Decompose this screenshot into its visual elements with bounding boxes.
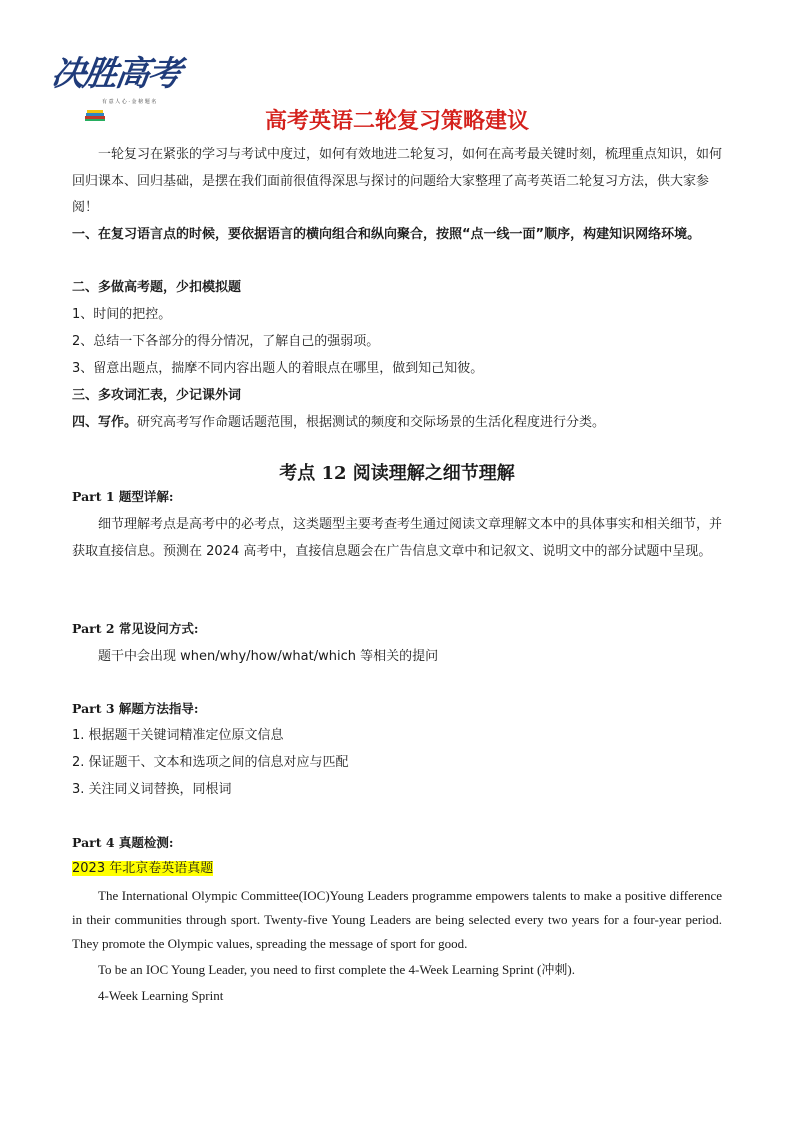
part-4-heading: Part 4 真题检测: — [72, 835, 174, 850]
passage-subheading: 4-Week Learning Sprint — [98, 988, 224, 1003]
logo-brand: 决胜高考 — [48, 54, 183, 94]
point-4-head: 四、写作。 — [72, 415, 138, 430]
point-2: 二、多做高考题，少扣模拟题 — [72, 280, 242, 295]
point-2-item-3: 3、留意出题点，揣摩不同内容出题人的着眼点在哪里，做到知己知彼。 — [72, 361, 484, 376]
section-title: 考点 12 阅读理解之细节理解 — [279, 463, 515, 484]
point-4-body: 研究高考写作命题话题范围，根据测试的频度和交际场景的生活化程度进行分类。 — [137, 415, 606, 430]
part-3-heading: Part 3 解题方法指导: — [72, 701, 199, 716]
point-4 — [72, 410, 722, 437]
point-3: 三、多攻词汇表，少记课外词 — [72, 388, 242, 403]
part-1-body: 细节理解考点是高考中的必考点，这类题型主要考查考生通过阅读文章理解文本中的具体事实和相关细节，并获取直接信息。预测在 2024 高考中，直接信息题会在广告信息文章中和记叙文、说明文中的部分试题中呈现。 — [72, 517, 723, 559]
part-2-body: 题干中会出现 when/why/how/what/which 等相关的提问 — [98, 649, 439, 664]
passage-paragraph-2: To be an IOC Young Leader, you need to first complete the 4-Week Learning Sprint (冲刺). — [98, 962, 575, 977]
passage-paragraph-1: The International Olympic Committee(IOC)Young Leaders programme empowers talents to make a positive difference in their communities through sport. Twenty-five Young Leaders are being selected every two years for a four-year period. They promote the Olympic values, spreading the message of sport for good. — [72, 888, 722, 951]
intro-paragraph: 一轮复习在紧张的学习与考试中度过，如何有效地进二轮复习，如何在高考最关键时刻，梳理重点知识，如何回归课本、回归基础，是摆在我们面前很值得深思与探讨的问题给大家整理了高考英语二轮复习方法，供大家参阅！ — [72, 147, 723, 215]
part-3-item-1: 1. 根据题干关键词精准定位原文信息 — [72, 728, 284, 743]
point-1: 一、在复习语言点的时候，要依据语言的横向组合和纵向聚合，按照“点一线一面”顺序，构建知识网络环境。 — [72, 227, 701, 242]
exam-label-highlight: 2023 年北京卷英语真题 — [72, 861, 214, 876]
point-2-item-2: 2、总结一下各部分的得分情况，了解自己的强弱项。 — [72, 334, 380, 349]
exam-label — [72, 856, 722, 883]
part-3-item-3: 3. 关注同义词替换，同根词 — [72, 782, 232, 797]
part-1-heading: Part 1 题型详解: — [72, 489, 174, 504]
part-2-heading: Part 2 常见设问方式: — [72, 621, 199, 636]
part-3-item-2: 2. 保证题干、文本和选项之间的信息对应与匹配 — [72, 755, 349, 770]
page-title: 高考英语二轮复习策略建议 — [264, 109, 529, 134]
logo-tagline: 有 意 人 心 · 金 榜 题 名 — [102, 99, 157, 105]
point-2-item-1: 1、时间的把控。 — [72, 307, 172, 322]
